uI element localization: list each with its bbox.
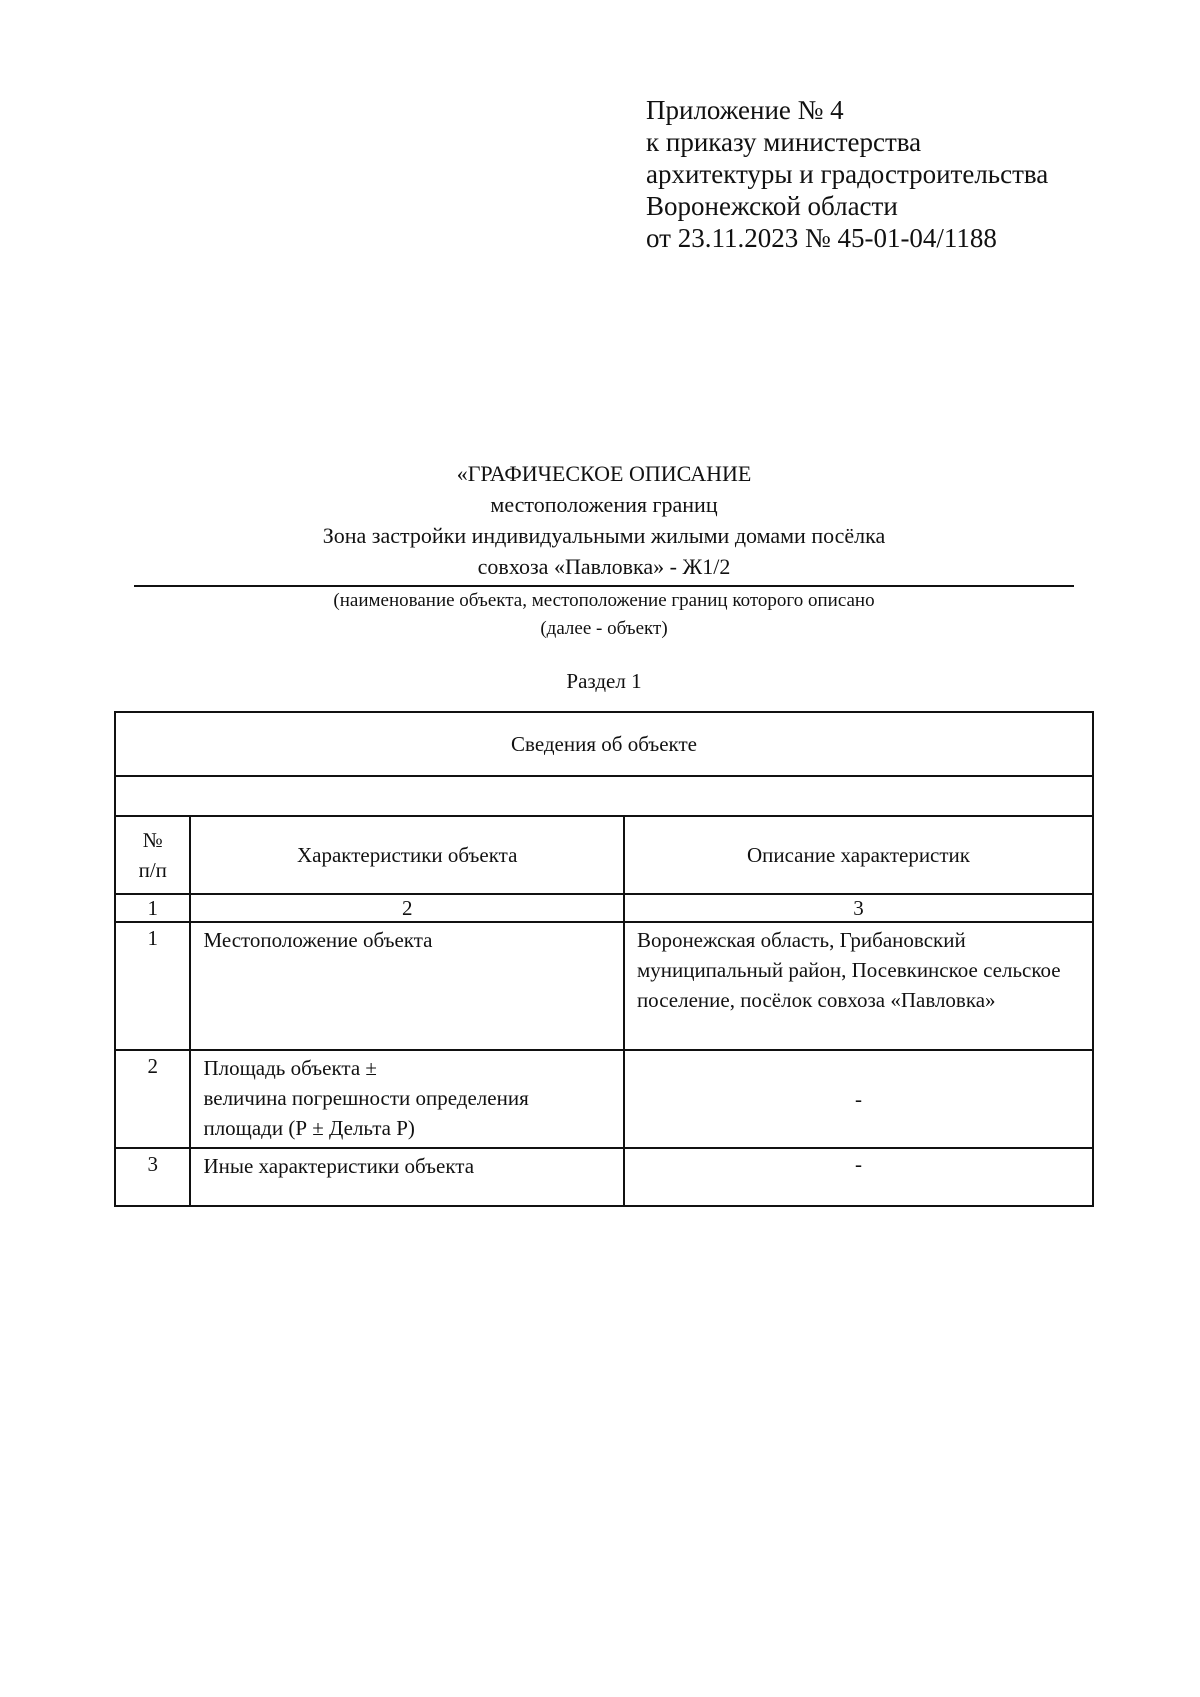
table-row	[115, 1148, 1093, 1206]
appendix-line-4: Воронежской области	[646, 191, 898, 221]
column-number-2: 2	[190, 894, 623, 922]
row-characteristic-text: Иные характеристики объекта	[203, 1154, 475, 1178]
appendix-header	[646, 94, 1048, 254]
row-characteristic-text: Местоположение объекта	[203, 928, 433, 952]
row-characteristic-text	[191, 1051, 622, 1145]
title-line-2: местоположения границ	[490, 492, 718, 517]
column-numbers-row	[115, 894, 1093, 922]
title-line-4: совхоза «Павловка» - Ж1/2	[477, 554, 731, 579]
row-characteristic-line-1: Площадь объекта ±	[203, 1056, 377, 1080]
subnote-line-1: (наименование объекта, местоположение границ которого описано	[333, 590, 875, 611]
header-number-line-1: №	[142, 828, 163, 852]
header-number-line-2: п/п	[138, 858, 167, 882]
object-info-table	[114, 711, 1094, 1207]
row-characteristic-line-2: величина погрешности определения площади (Р ± Дельта Р)	[203, 1086, 529, 1140]
appendix-line-1: Приложение № 4	[646, 95, 844, 125]
appendix-line-5: от 23.11.2023 № 45-01-04/1188	[646, 223, 997, 253]
title-line-3: Зона застройки индивидуальными жилыми домами посёлка	[322, 523, 886, 548]
row-description: -	[624, 1050, 1093, 1148]
row-characteristic	[190, 922, 623, 1050]
table-row	[115, 1050, 1093, 1148]
appendix-line-2: к приказу министерства	[646, 127, 922, 157]
row-number: 2	[115, 1050, 190, 1148]
row-description-text: Воронежская область, Грибановский муниципальный район, Посевкинское сельское поселение, посёлок совхоза «Павловка»	[636, 928, 1061, 1012]
row-description	[624, 922, 1093, 1050]
object-name-note	[134, 587, 1074, 643]
table-header-row	[115, 816, 1093, 894]
row-characteristic	[190, 1148, 623, 1206]
title-line-1: «ГРАФИЧЕСКОЕ ОПИСАНИЕ	[456, 461, 752, 486]
document-title	[134, 458, 1074, 582]
table-caption: Сведения об объекте	[115, 712, 1093, 776]
subnote-line-2: (далее - объект)	[540, 618, 668, 639]
column-number-1: 1	[115, 894, 190, 922]
header-number	[115, 816, 190, 894]
appendix-line-3: архитектуры и градостроительства	[646, 159, 1049, 189]
column-number-3: 3	[624, 894, 1093, 922]
row-number: 3	[115, 1148, 190, 1206]
table-row	[115, 922, 1093, 1050]
row-characteristic	[190, 1050, 623, 1148]
row-description: -	[624, 1148, 1093, 1206]
table-blank-row	[115, 776, 1093, 816]
header-characteristics: Характеристики объекта	[190, 816, 623, 894]
row-number: 1	[115, 922, 190, 1050]
section-label: Раздел 1	[566, 669, 642, 693]
header-description: Описание характеристик	[624, 816, 1093, 894]
